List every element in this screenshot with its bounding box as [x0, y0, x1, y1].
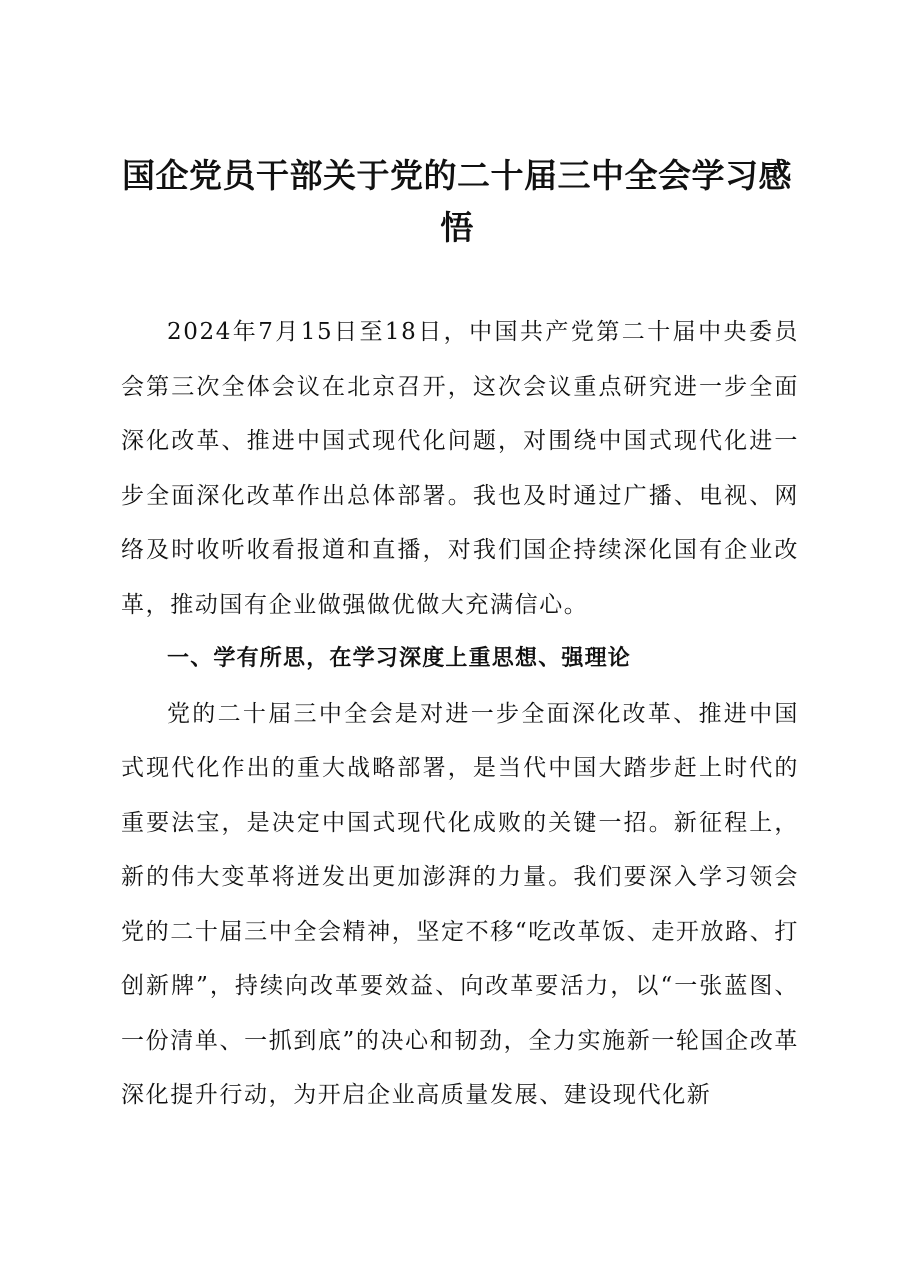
document-body: [121, 305, 799, 1123]
document-title: 国企党员干部关于党的二十届三中全会学习感悟: [122, 156, 792, 247]
intro-paragraph: 2024年7月15日至18日，中国共产党第二十届中央委员会第三次全体会议在北京召开，这次会议重点研究进一步全面深化改革、推进中国式现代化问题，对围绕中国式现代化进一步全面深化改革作出总体部署。我也及时通过广播、电视、网络及时收听收看报道和直播，对我们国企持续深化国有企业改革，推动国有企业做强做优做大充满信心。: [121, 319, 799, 618]
section-1-paragraph: 党的二十届三中全会是对进一步全面深化改革、推进中国式现代化作出的重大战略部署，是当代中国大踏步赶上时代的重要法宝，是决定中国式现代化成败的关键一招。新征程上，新的伟大变革将迸发出更加澎湃的力量。我们要深入学习领会党的二十届三中全会精神，坚定不移“吃改革饭、走开放路、打创新牌”，持续向改革要效益、向改革要活力，以“一张蓝图、一份清单、一抓到底”的决心和韧劲，全力实施新一轮国企改革深化提升行动，为开启企业高质量发展、建设现代化新: [121, 700, 799, 1108]
section-heading-1: 一、学有所思，在学习深度上重思想、强理论: [167, 646, 632, 671]
